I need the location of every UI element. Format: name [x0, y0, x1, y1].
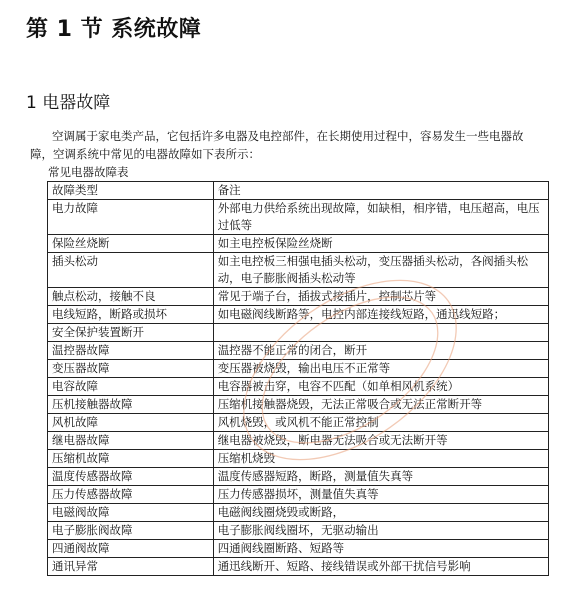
table-row: [48, 468, 549, 486]
table-row: [48, 414, 549, 432]
table-row: [48, 522, 549, 540]
table-caption: 常见电器故障表: [48, 165, 129, 179]
fault-type-cell: 压机接触器故障: [48, 396, 214, 414]
remarks-cell: 如电磁阀线断路等，电控内部连接线短路，通迅线短路；: [213, 306, 548, 324]
table-row: [48, 288, 549, 306]
remarks-cell: 外部电力供给系统出现故障，如缺相，相序错，电压超高，电压过低等: [213, 200, 548, 235]
remarks-cell: 继电器被烧毁，断电器无法吸合或无法断开等: [213, 432, 548, 450]
remarks-cell: 压力传感器损坏，测量值失真等: [213, 486, 548, 504]
remarks-cell: 四通阀线圈断路、短路等: [213, 540, 548, 558]
table-row: [48, 235, 549, 253]
table-row: [48, 486, 549, 504]
table-row: [48, 200, 549, 235]
fault-type-cell: 电容故障: [48, 378, 214, 396]
fault-type-cell: 继电器故障: [48, 432, 214, 450]
header-remarks: 备注: [213, 182, 548, 200]
remarks-cell: 压缩机接触器烧毁，无法正常吸合或无法正常断开等: [213, 396, 548, 414]
remarks-cell: [213, 324, 548, 342]
table-row: [48, 540, 549, 558]
table-row: [48, 342, 549, 360]
intro-paragraph: 空调属于家电类产品，它包括许多电器及电控部件，在长期使用过程中，容易发生一些电器故障，空调系统中常见的电器故障如下表所示：: [30, 129, 524, 161]
table-row: [48, 360, 549, 378]
fault-type-cell: 电子膨胀阀故障: [48, 522, 214, 540]
table-row: [48, 558, 549, 576]
remarks-cell: 通迅线断开、短路、接线错误或外部干扰信号影响: [213, 558, 548, 576]
section-title: 第 1 节 系统故障: [26, 17, 202, 42]
fault-type-cell: 电线短路，断路或损坏: [48, 306, 214, 324]
fault-type-cell: 电力故障: [48, 200, 214, 235]
fault-type-cell: 变压器故障: [48, 360, 214, 378]
fault-type-cell: 温控器故障: [48, 342, 214, 360]
fault-type-cell: 风机故障: [48, 414, 214, 432]
remarks-cell: 电容器被击穿，电容不匹配（如单相风机系统）: [213, 378, 548, 396]
table-row: [48, 396, 549, 414]
table-row: [48, 378, 549, 396]
fault-type-cell: 温度传感器故障: [48, 468, 214, 486]
fault-type-cell: 保险丝烧断: [48, 235, 214, 253]
remarks-cell: 如主电控板保险丝烧断: [213, 235, 548, 253]
remarks-cell: 电磁阀线圈烧毁或断路，: [213, 504, 548, 522]
fault-type-cell: 压力传感器故障: [48, 486, 214, 504]
fault-type-cell: 插头松动: [48, 253, 214, 288]
fault-type-cell: 触点松动，接触不良: [48, 288, 214, 306]
remarks-cell: 温度传感器短路，断路，测量值失真等: [213, 468, 548, 486]
remarks-cell: 温控器不能正常的闭合，断开: [213, 342, 548, 360]
fault-type-cell: 通讯异常: [48, 558, 214, 576]
table-row: [48, 253, 549, 288]
sub-title: 1 电器故障: [26, 93, 111, 113]
remarks-cell: 如主电控板三相强电插头松动，变压器插头松动，各阀插头松动，电子膨胀阀插头松动等: [213, 253, 548, 288]
table-row: [48, 450, 549, 468]
remarks-cell: 压缩机烧毁: [213, 450, 548, 468]
remarks-cell: 电子膨胀阀线圈坏，无驱动输出: [213, 522, 548, 540]
remarks-cell: 变压器被烧毁，输出电压不正常等: [213, 360, 548, 378]
remarks-cell: 常见于端子台，插拔式接插片，控制芯片等: [213, 288, 548, 306]
fault-type-cell: 四通阀故障: [48, 540, 214, 558]
table-body: [48, 200, 549, 576]
fault-type-cell: 压缩机故障: [48, 450, 214, 468]
header-fault-type: 故障类型: [48, 182, 214, 200]
fault-type-cell: 安全保护装置断开: [48, 324, 214, 342]
table-row: [48, 324, 549, 342]
fault-table: [47, 181, 549, 576]
remarks-cell: 风机烧毁，或风机不能正常控制: [213, 414, 548, 432]
fault-type-cell: 电磁阀故障: [48, 504, 214, 522]
table-row: [48, 504, 549, 522]
table-header-row: [48, 182, 549, 200]
table-row: [48, 432, 549, 450]
table-row: [48, 306, 549, 324]
